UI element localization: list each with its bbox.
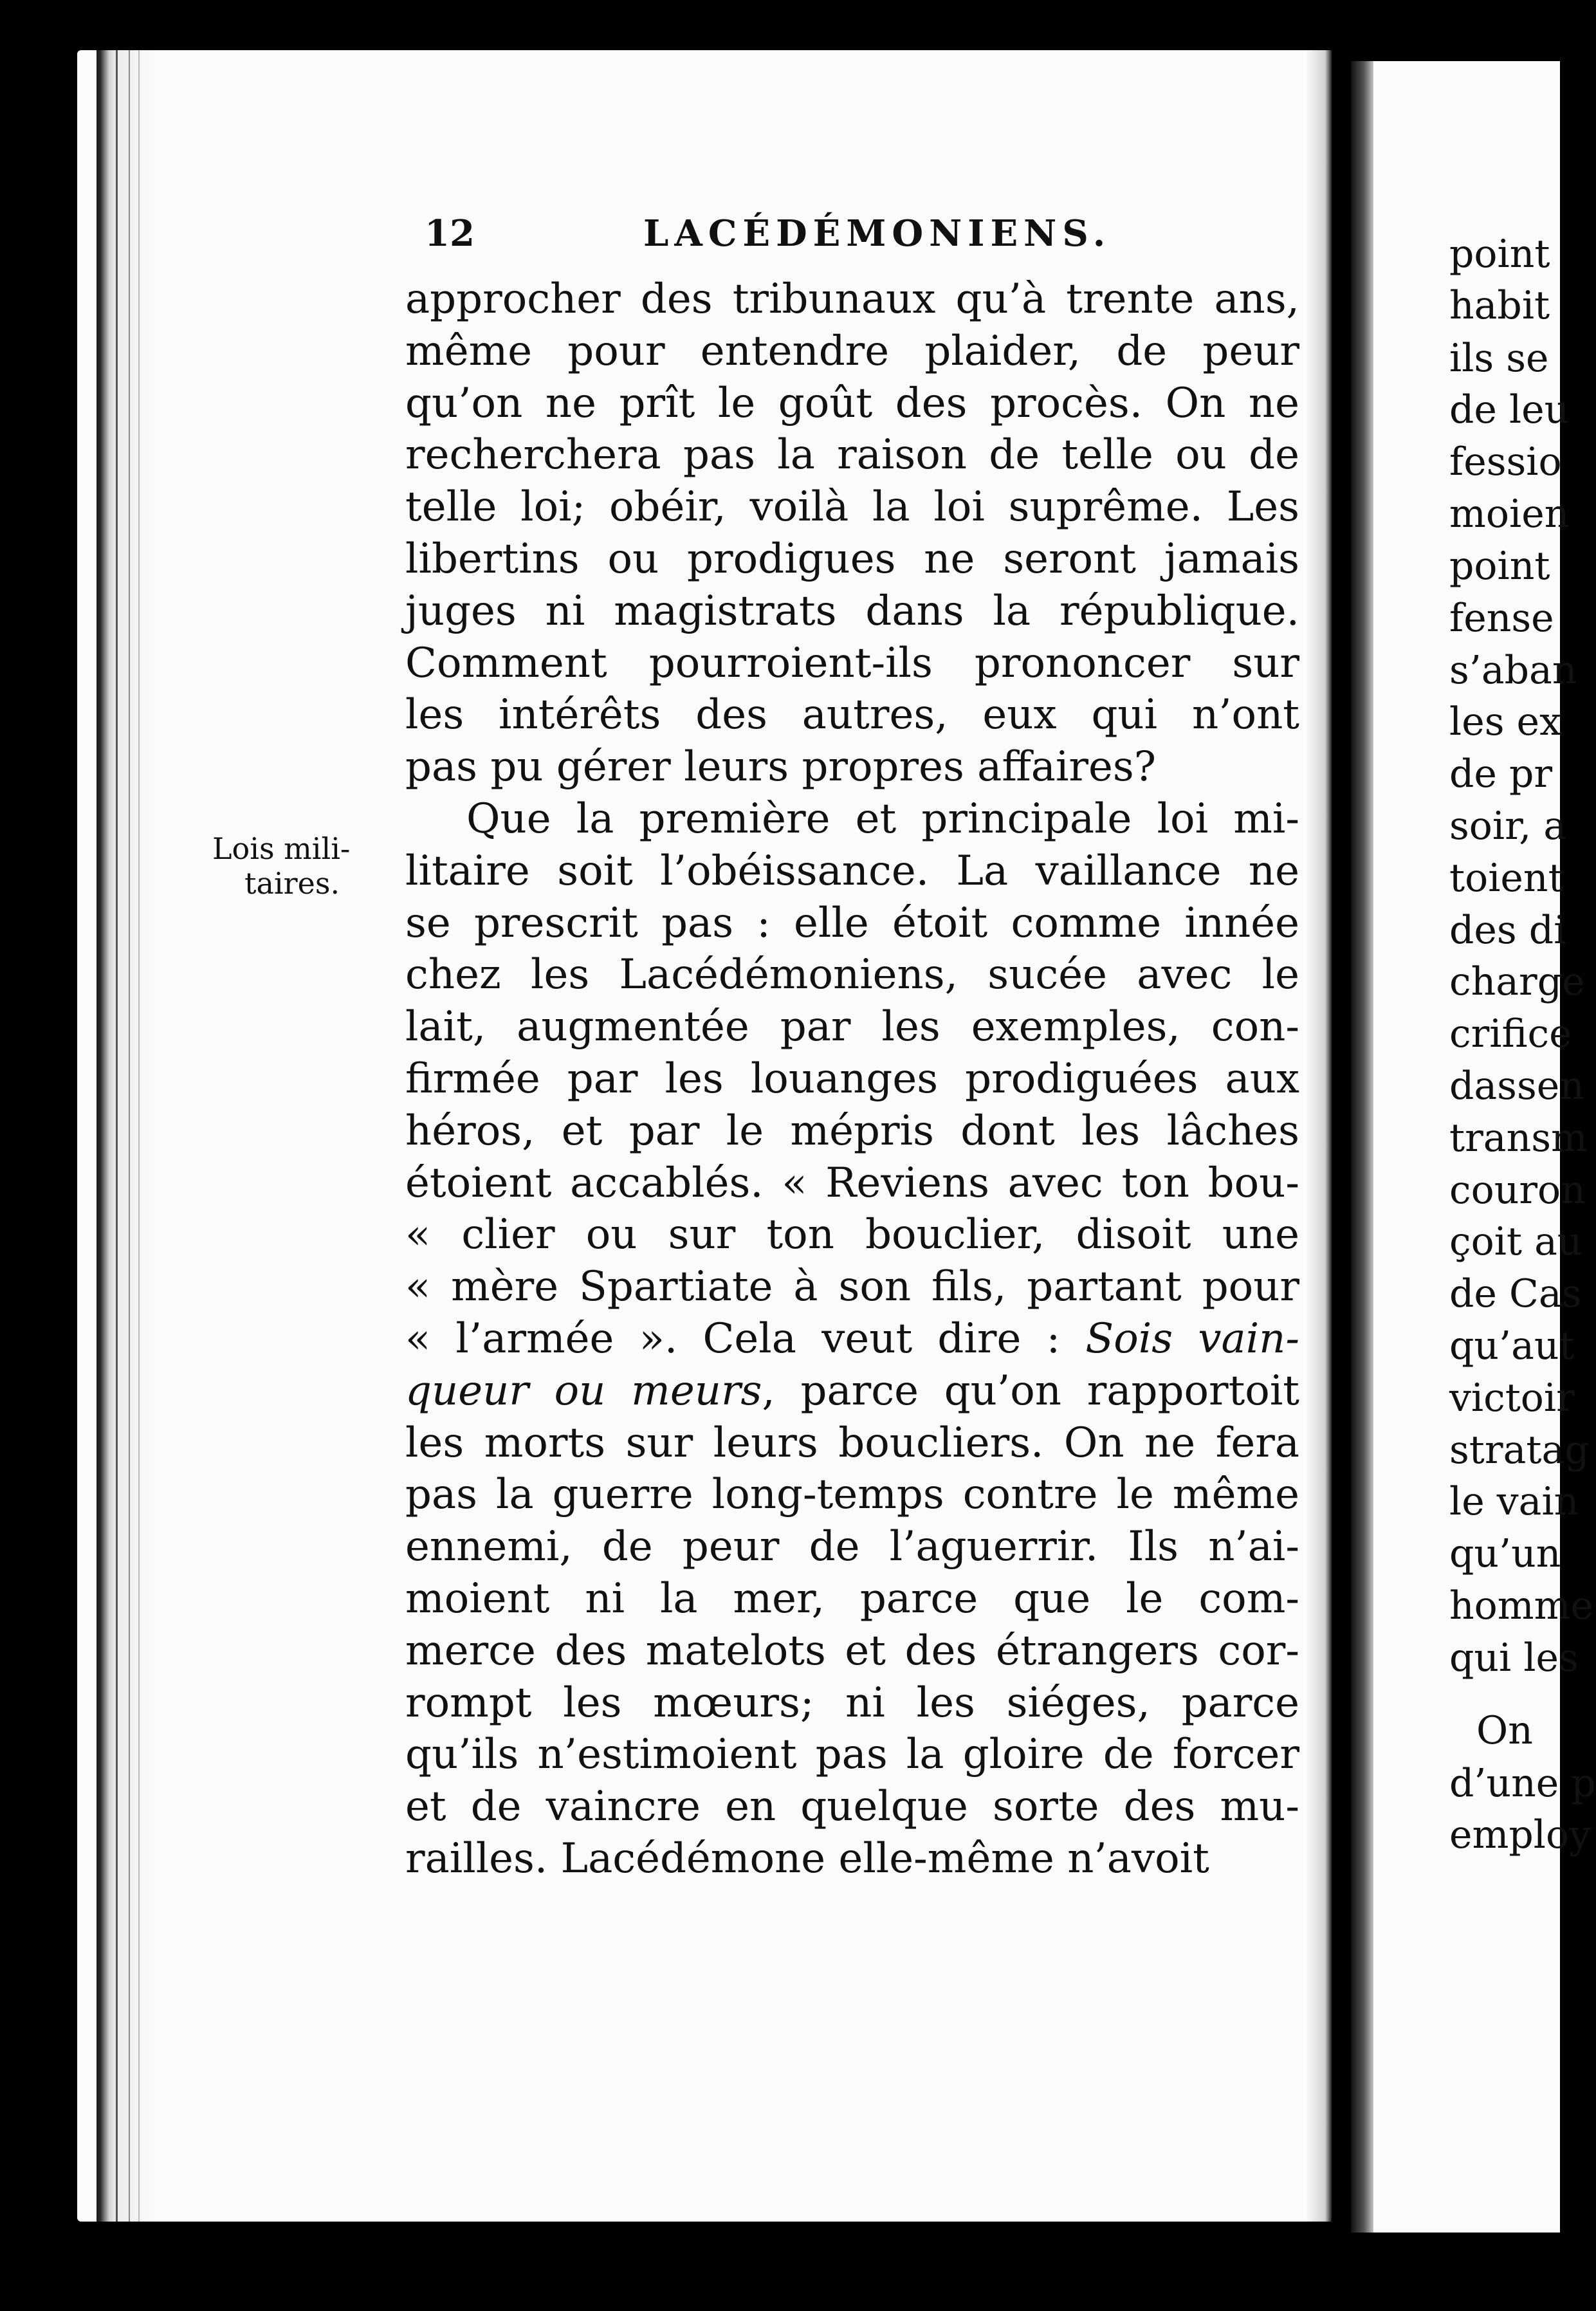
text-line: « mère Spartiate à son fils, partant pour [405,1263,1299,1311]
right-page-text-line: toient [1449,856,1564,901]
text-line: lait, augmentée par les exemples, con- [405,1003,1299,1051]
right-page-text-line: employ [1449,1812,1591,1857]
right-page-text-line: victoir [1449,1376,1575,1421]
text-line: libertins ou prodigues ne seront jamais [405,535,1299,583]
text-line: étoient accablés. « Reviens avec ton bou- [405,1159,1299,1207]
right-page-text-line: de leu [1449,387,1570,432]
text-line: les intérêts des autres, eux qui n’ont [405,691,1299,739]
text-line: approcher des tribunaux qu’à trente ans, [405,275,1299,323]
text-line: héros, et par le mépris dont les lâches [405,1107,1299,1155]
text-line: litaire soit l’obéissance. La vaillance ne [405,847,1299,895]
left-page-spine-shadow [1306,50,1332,2222]
right-page-text-line: point [1449,232,1550,277]
text-segment: « l’armée ». Cela veut dire : [405,1314,1061,1363]
text-line: telle loi; obéir, voilà la loi suprême. Les [405,483,1299,531]
body-text [405,273,1299,1885]
text-line: pas pu gérer leurs propres affaires? [405,743,1157,791]
right-page-text-line: le vain [1449,1479,1579,1524]
text-segment: , parce qu’on rapportoit [762,1367,1300,1415]
right-page-text-line: crifice [1449,1011,1572,1056]
right-page-text-line: point [1449,544,1550,589]
margin-note-line: taires. [244,866,340,901]
text-line: merce des matelots et des étrangers cor- [405,1626,1299,1675]
text-line: moient ni la mer, parce que le com- [405,1574,1299,1623]
italic-text: Sois vain- [1085,1314,1299,1363]
page-number: 12 [425,212,475,255]
text-line: chez les Lacédémoniens, sucée avec le [405,951,1299,999]
right-page [1373,61,1596,2233]
right-page-text-line: qui les [1449,1635,1579,1680]
margin-note-line: Lois mili- [212,831,351,866]
page-edge-line [138,50,140,2222]
right-page-text-line: ils se [1449,336,1549,381]
right-page-text-line: charge [1449,959,1585,1004]
italic-text: queur ou meurs [405,1367,762,1415]
right-page-text-line: fessio [1449,439,1562,484]
right-page-text-line: On [1476,1708,1533,1753]
right-page-text-line: stratag [1449,1428,1590,1473]
text-line: Comment pourroient-ils prononcer sur [405,639,1299,687]
right-page-text-line: de pr [1449,751,1553,796]
page-edge-line [116,50,118,2222]
right-page-text-line: qu’un [1449,1531,1561,1576]
right-page-text-line: habit [1449,283,1550,328]
right-page-text-line: d’une p [1449,1761,1596,1806]
right-page-spine-shadow [1351,61,1377,2233]
right-page-text-line: homme [1449,1583,1594,1628]
text-line [405,1365,1299,1417]
text-line: recherchera pas la raison de telle ou de [405,431,1299,479]
text-line: même pour entendre plaider, de peur [405,327,1299,375]
text-line: et de vaincre en quelque sorte des mu- [405,1783,1299,1831]
text-line: railles. Lacédémone elle-même n’avoit [405,1834,1209,1883]
text-line: se prescrit pas : elle étoit comme innée [405,899,1299,947]
running-title: LACÉDÉMONIENS. [643,212,1112,255]
right-page-text-line: soir, a [1449,804,1567,849]
text-line: Que la première et principale loi mi- [466,795,1299,843]
right-page-text-line: dassen [1449,1063,1584,1109]
right-page-text-line: çoit au [1449,1219,1582,1264]
text-line: firmée par les louanges prodiguées aux [405,1054,1299,1103]
text-line: rompt les mœurs; ni les siéges, parce [405,1679,1299,1727]
page-gutter-edge [96,50,154,2222]
right-page-text-line: les ex [1449,699,1561,744]
text-line: pas la guerre long-temps contre le même [405,1471,1299,1519]
right-page-text-line: couron [1449,1168,1586,1213]
right-page-text-line: des di [1449,908,1566,953]
running-head [425,212,1139,264]
margin-note [212,831,386,901]
right-page-text-line: transm [1449,1116,1588,1161]
right-page-text-line: s’aban [1449,648,1577,693]
text-line: qu’ils n’estimoient pas la gloire de forcer [405,1731,1299,1779]
text-line: les morts sur leurs boucliers. On ne fera [405,1419,1299,1467]
right-page-text-line: qu’aut [1449,1323,1575,1368]
page-edge-line [129,50,130,2222]
right-page-text-line: de Cas [1449,1271,1582,1316]
text-line [405,1313,1299,1365]
right-page-text-line: fense [1449,596,1554,641]
text-line: qu’on ne prît le goût des procès. On ne [405,379,1299,427]
text-line: ennemi, de peur de l’aguerrir. Ils n’ai- [405,1523,1299,1571]
text-line: juges ni magistrats dans la république. [405,587,1299,635]
text-line: « clier ou sur ton bouclier, disoit une [405,1211,1299,1259]
right-page-text-line: moien [1449,492,1570,537]
